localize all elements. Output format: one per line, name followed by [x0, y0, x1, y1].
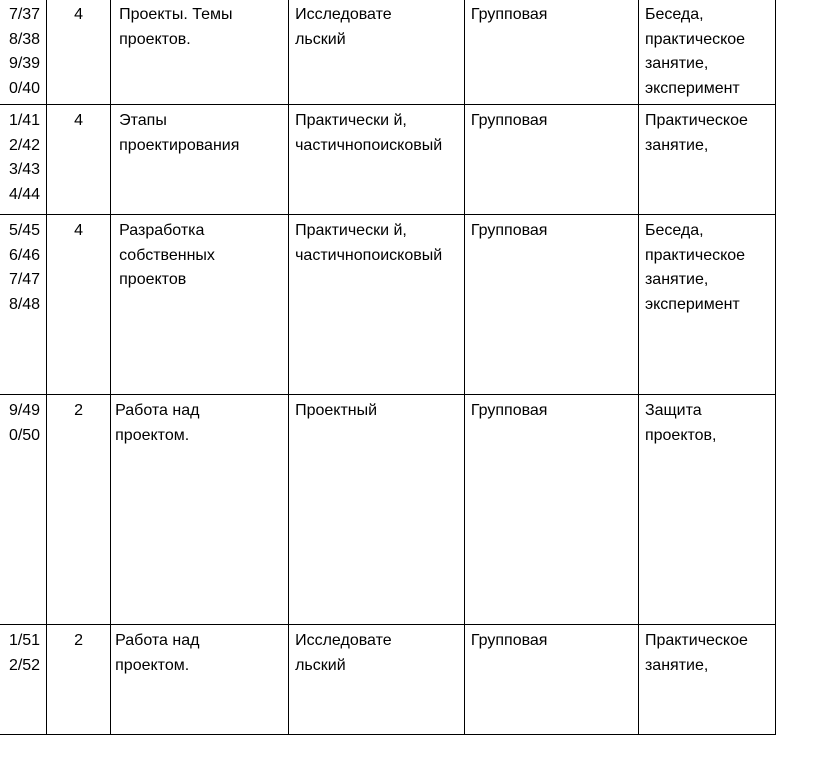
method-line: Практически й, [295, 112, 407, 129]
hours-cell [47, 215, 111, 395]
table-row [0, 0, 776, 105]
topic-line: проектов [119, 271, 187, 288]
form-value: Групповая [470, 6, 548, 23]
lesson-number: 9/49 [8, 402, 41, 419]
lesson-number: 1/41 [8, 112, 41, 129]
activity-line: занятие, [644, 136, 709, 154]
form-cell [464, 215, 638, 395]
activity-cell [638, 395, 775, 625]
topic-cell [111, 215, 289, 395]
form-value: Групповая [470, 112, 548, 129]
topic-line: Этапы [119, 112, 167, 129]
topic-line: Работа над [115, 632, 200, 649]
topic-line: Проекты. Темы [119, 6, 233, 23]
hours-cell [47, 395, 111, 625]
lesson-number: 8/38 [8, 30, 41, 48]
lesson-number: 8/48 [8, 295, 41, 313]
lesson-number: 7/37 [8, 6, 41, 23]
hours-value: 2 [74, 402, 84, 419]
activity-cell [638, 0, 775, 105]
lesson-number: 4/44 [8, 185, 41, 203]
activity-line: Практическое [644, 632, 748, 649]
lesson-number: 2/42 [8, 136, 41, 154]
lesson-number: 0/50 [8, 426, 41, 444]
method-line: частичнопоисковый [295, 246, 443, 264]
form-value: Групповая [470, 402, 548, 419]
method-line: частичнопоисковый [295, 136, 443, 154]
lesson-number-cell [0, 395, 47, 625]
method-line: Исследовате [295, 632, 392, 649]
activity-cell [638, 105, 775, 215]
topic-line: проектом. [115, 656, 190, 674]
form-cell [464, 625, 638, 735]
method-line: льский [295, 30, 346, 48]
topic-cell [111, 105, 289, 215]
activity-cell [638, 625, 775, 735]
lesson-number-cell [0, 625, 47, 735]
topic-line: Работа над [115, 402, 200, 419]
lesson-number-cell [0, 215, 47, 395]
activity-line: занятие, [644, 271, 709, 288]
lesson-number-cell [0, 105, 47, 215]
lesson-number: 6/46 [8, 246, 41, 264]
hours-cell [47, 0, 111, 105]
hours-value: 4 [74, 112, 84, 129]
method-cell [289, 215, 465, 395]
activity-cell [638, 215, 775, 395]
topic-line: собственных [119, 246, 215, 264]
lesson-number: 2/52 [8, 656, 41, 674]
topic-cell [111, 0, 289, 105]
activity-line: эксперимент [644, 79, 740, 97]
table-row [0, 395, 776, 625]
method-line: Проектный [295, 402, 378, 419]
topic-line: проектов. [119, 30, 191, 48]
method-line: Исследовате [295, 6, 392, 23]
lesson-number: 7/47 [8, 271, 41, 288]
lesson-number: 1/51 [8, 632, 41, 649]
method-line: Практически й, [295, 222, 407, 239]
hours-cell [47, 625, 111, 735]
topic-cell [111, 625, 289, 735]
topic-cell [111, 395, 289, 625]
table-row [0, 105, 776, 215]
method-cell [289, 625, 465, 735]
lesson-number: 9/39 [8, 55, 41, 72]
form-value: Групповая [470, 632, 548, 649]
method-cell [289, 395, 465, 625]
lesson-number: 5/45 [8, 222, 41, 239]
activity-line: Беседа, [644, 222, 704, 239]
topic-line: проектирования [119, 136, 240, 154]
activity-line: эксперимент [644, 295, 740, 313]
table-row [0, 215, 776, 395]
topic-line: Разработка [119, 222, 205, 239]
hours-value: 4 [74, 6, 84, 23]
method-cell [289, 105, 465, 215]
form-value: Групповая [470, 222, 548, 239]
activity-line: Практическое [644, 112, 748, 129]
lesson-number-cell [0, 0, 47, 105]
activity-line: практическое [644, 30, 746, 48]
form-cell [464, 0, 638, 105]
activity-line: Беседа, [644, 6, 704, 23]
form-cell [464, 105, 638, 215]
topic-line: проектом. [115, 426, 190, 444]
activity-line: практическое [644, 246, 746, 264]
activity-line: занятие, [644, 55, 709, 72]
table-row [0, 625, 776, 735]
lesson-number: 3/43 [8, 161, 41, 178]
hours-cell [47, 105, 111, 215]
activity-line: проектов, [644, 426, 717, 444]
hours-value: 4 [74, 222, 84, 239]
hours-value: 2 [74, 632, 84, 649]
method-line: льский [295, 656, 346, 674]
method-cell [289, 0, 465, 105]
form-cell [464, 395, 638, 625]
activity-line: занятие, [644, 656, 709, 674]
lesson-number: 0/40 [8, 79, 41, 97]
activity-line: Защита [644, 402, 702, 419]
